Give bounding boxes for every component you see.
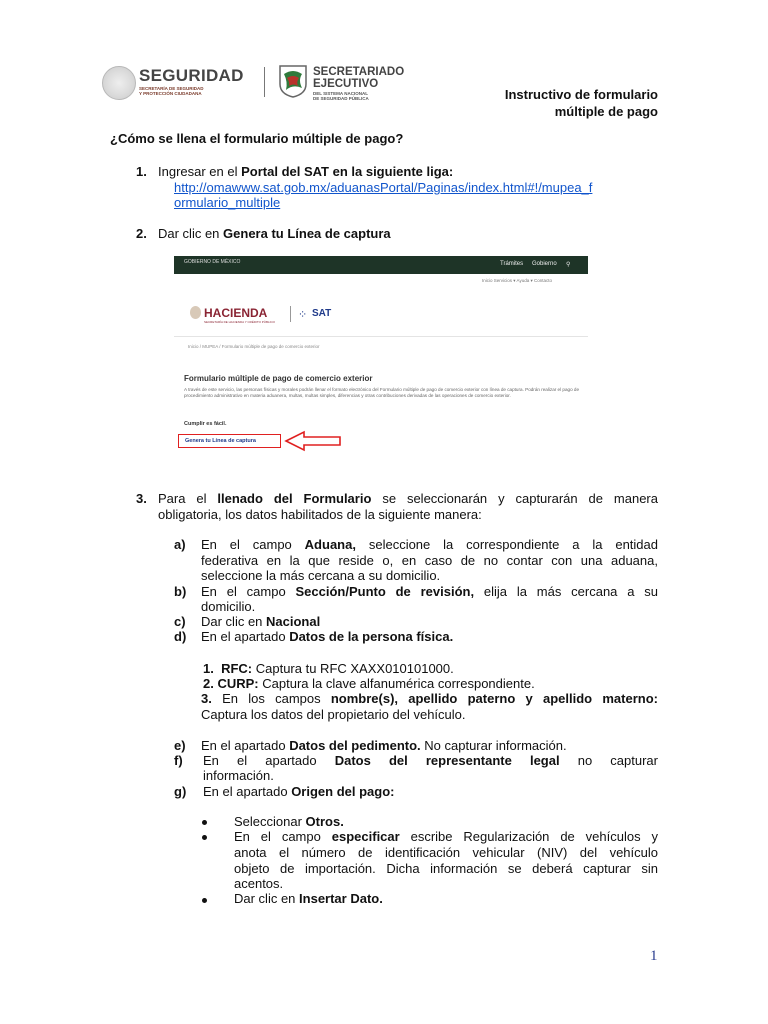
item-a-pre: En el campo bbox=[201, 537, 305, 552]
item-e-post: No capturar información. bbox=[420, 738, 567, 753]
item-d1-bold: RFC: bbox=[221, 661, 253, 676]
gov-mexico-label: GOBIERNO DE MÉXICO bbox=[184, 259, 241, 265]
bullet-3-bold: Insertar Dato. bbox=[299, 891, 383, 906]
portal-heading: Formulario múltiple de pago de comercio exterior bbox=[184, 374, 373, 383]
portal-sub-nav: Inicio Servicios ▾ Ayuda ▾ Contacto bbox=[482, 278, 552, 283]
item-f-label: f) bbox=[174, 753, 183, 768]
item-b-post: elija la más cercana a su bbox=[474, 584, 659, 599]
item-f-line1 bbox=[203, 753, 658, 769]
header-separator bbox=[174, 336, 588, 337]
portal-breadcrumb: Inicio / MUPEA / Formulario múltiple de pago de comercio exterior bbox=[188, 344, 320, 349]
item-d3-pre: En los campos bbox=[211, 691, 331, 706]
item-d2-text: Captura la clave alfanumérica correspondiente. bbox=[258, 676, 535, 691]
search-icon: ⚲ bbox=[566, 262, 571, 268]
mexico-seal-icon bbox=[102, 66, 136, 100]
item-e-bold: Datos del pedimento. bbox=[289, 738, 421, 753]
bullet-3-dot bbox=[202, 898, 207, 903]
item-g-text bbox=[203, 784, 394, 800]
question-heading: ¿Cómo se llena el formulario múltiple de pago? bbox=[110, 131, 404, 146]
step3-line1 bbox=[158, 491, 658, 507]
seguridad-logo-sub1: SECRETARÍA DE SEGURIDAD bbox=[139, 86, 204, 91]
bullet-3-pre: Dar clic en bbox=[234, 891, 300, 906]
bullet-1-text bbox=[234, 814, 344, 830]
item-e-pre: En el apartado bbox=[201, 738, 290, 753]
red-arrow-icon bbox=[284, 430, 344, 452]
hacienda-logo: HACIENDA bbox=[204, 306, 268, 320]
item-b-line1 bbox=[201, 584, 658, 600]
genera-linea-label: Genera tu Línea de captura bbox=[185, 438, 256, 444]
sat-portal-link-line2[interactable]: ormulario_multiple bbox=[174, 195, 281, 210]
step1-pre: Ingresar en el bbox=[158, 164, 242, 179]
item-c-text bbox=[201, 614, 320, 630]
item-d2-bold: CURP: bbox=[217, 676, 259, 691]
portal-cumplir: Cumplir es fácil. bbox=[184, 421, 227, 427]
hacienda-seal-icon bbox=[190, 306, 201, 319]
item-c-pre: Dar clic en bbox=[201, 614, 267, 629]
nav-gobierno: Gobierno bbox=[532, 261, 557, 267]
step1-number: 1. bbox=[136, 164, 147, 179]
sat-logo: SAT bbox=[312, 308, 332, 319]
item-b-label: b) bbox=[174, 584, 187, 599]
bullet-3-text bbox=[234, 891, 383, 907]
item-d-bold: Datos de la persona física. bbox=[289, 629, 454, 644]
step1-text bbox=[158, 164, 453, 180]
secretariado-title-2: EJECUTIVO bbox=[313, 78, 379, 90]
item-a-line1 bbox=[201, 537, 658, 553]
item-f-line2: información. bbox=[203, 768, 274, 783]
sat-portal-link-cont[interactable] bbox=[174, 195, 280, 211]
logo-divider bbox=[290, 306, 291, 322]
item-f-post: no capturar bbox=[559, 753, 658, 768]
item-g-bold: Origen del pago: bbox=[291, 784, 395, 799]
bullet-2-bold: especificar bbox=[331, 829, 400, 844]
item-a-line3: seleccione la más cercana a su domicilio. bbox=[201, 568, 441, 583]
step2-number: 2. bbox=[136, 226, 147, 241]
item-g-label: g) bbox=[174, 784, 187, 799]
header-divider bbox=[264, 67, 265, 97]
item-d3-num: 3. bbox=[201, 691, 212, 706]
portal-screenshot bbox=[174, 256, 588, 456]
document-title-line2: múltiple de pago bbox=[554, 104, 658, 119]
item-d3 bbox=[201, 691, 658, 707]
step3-l1a: Para el bbox=[158, 491, 218, 506]
seguridad-logo-title: SEGURIDAD bbox=[139, 66, 244, 85]
item-a-label: a) bbox=[174, 537, 186, 552]
item-c-bold: Nacional bbox=[266, 614, 321, 629]
sat-portal-link-line1[interactable]: http://omawww.sat.gob.mx/aduanasPortal/Paginas/index.html#!/mupea_f bbox=[174, 180, 593, 195]
sat-portal-link[interactable] bbox=[174, 180, 592, 196]
item-d-pre: En el apartado bbox=[201, 629, 290, 644]
step2-text bbox=[158, 226, 391, 242]
step2-bold: Genera tu Línea de captura bbox=[223, 226, 391, 241]
item-e-label: e) bbox=[174, 738, 186, 753]
portal-paragraph: A través de este servicio, las personas físicas y morales podrán llenar el formato electrónico del Formulario múltiple de pago de comercio exterior con línea de captura. Podrán realizar el pago de procedimiento administrativo en materia aduanera, multas, multas simples, diferencias y otras contribuciones derivadas de las operaciones de comercio exterior. bbox=[184, 387, 580, 398]
bullet-1-bold: Otros. bbox=[305, 814, 344, 829]
item-f-bold: Datos del representante legal bbox=[334, 753, 560, 768]
bullet-2-dot bbox=[202, 835, 207, 840]
item-d3-line2: Captura los datos del propietario del vehículo. bbox=[201, 707, 466, 722]
gov-top-bar bbox=[174, 256, 588, 274]
page-number: 1 bbox=[650, 948, 658, 964]
item-a-line2: federativa en la que reside o, en caso de no contar con una aduana, bbox=[201, 553, 658, 568]
item-d2-num: 2. bbox=[203, 676, 214, 691]
bullet-2-pre: En el campo bbox=[234, 829, 332, 844]
item-d3-bold: nombre(s), apellido paterno y apellido materno: bbox=[330, 691, 658, 706]
bullet-2-line3: objeto de importación. Dicha información se deberá capturar sin bbox=[234, 861, 658, 876]
secretariado-sub-1: DEL SISTEMA NACIONAL bbox=[313, 91, 369, 96]
item-d-label: d) bbox=[174, 629, 187, 644]
step2-pre: Dar clic en bbox=[158, 226, 224, 241]
bullet-1-dot bbox=[202, 820, 207, 825]
step3-l1b: llenado del Formulario bbox=[217, 491, 372, 506]
item-e-text bbox=[201, 738, 567, 754]
bullet-1-pre: Seleccionar bbox=[234, 814, 306, 829]
step1-bold: Portal del SAT en la siguiente liga: bbox=[241, 164, 454, 179]
bullet-2-line1 bbox=[234, 829, 658, 845]
item-b-bold: Sección/Punto de revisión, bbox=[295, 584, 475, 599]
step3-number: 3. bbox=[136, 491, 147, 506]
item-d1-text: Captura tu RFC XAXX010101000. bbox=[252, 661, 454, 676]
step3-line2: obligatoria, los datos habilitados de la siguiente manera: bbox=[158, 507, 482, 522]
secretariado-sub-2: DE SEGURIDAD PÚBLICA bbox=[313, 96, 369, 101]
item-f-pre: En el apartado bbox=[203, 753, 335, 768]
item-a-post: seleccione la correspondiente a la entidad bbox=[355, 537, 658, 552]
sat-dots-icon: ⁘ bbox=[298, 309, 308, 321]
secretariado-title-1: SECRETARIADO bbox=[313, 66, 405, 78]
item-d1-num: 1. bbox=[203, 661, 214, 676]
bullet-2-post: escribe Regularización de vehículos y bbox=[399, 829, 659, 844]
item-a-bold: Aduana, bbox=[304, 537, 356, 552]
document-title bbox=[420, 86, 658, 120]
nav-tramites: Trámites bbox=[500, 261, 524, 267]
item-b-pre: En el campo bbox=[201, 584, 296, 599]
seguridad-logo-sub2: Y PROTECCIÓN CIUDADANA bbox=[139, 91, 202, 96]
secretariado-shield-icon bbox=[278, 64, 308, 98]
step3-l1c: se seleccionarán y capturarán de manera bbox=[371, 491, 658, 506]
item-g-pre: En el apartado bbox=[203, 784, 292, 799]
item-c-label: c) bbox=[174, 614, 186, 629]
genera-linea-button bbox=[178, 434, 281, 448]
document-title-line1: Instructivo de formulario bbox=[504, 87, 658, 102]
bullet-2-line2: anota el número de identificación vehicular (NIV) del vehículo bbox=[234, 845, 658, 860]
hacienda-logo-sub: SECRETARÍA DE HACIENDA Y CRÉDITO PÚBLICO bbox=[204, 320, 275, 324]
item-d1 bbox=[203, 661, 454, 677]
item-d2 bbox=[203, 676, 535, 692]
bullet-2-line4: acentos. bbox=[234, 876, 284, 891]
item-b-line2: domicilio. bbox=[201, 599, 256, 614]
item-d-text bbox=[201, 629, 453, 645]
